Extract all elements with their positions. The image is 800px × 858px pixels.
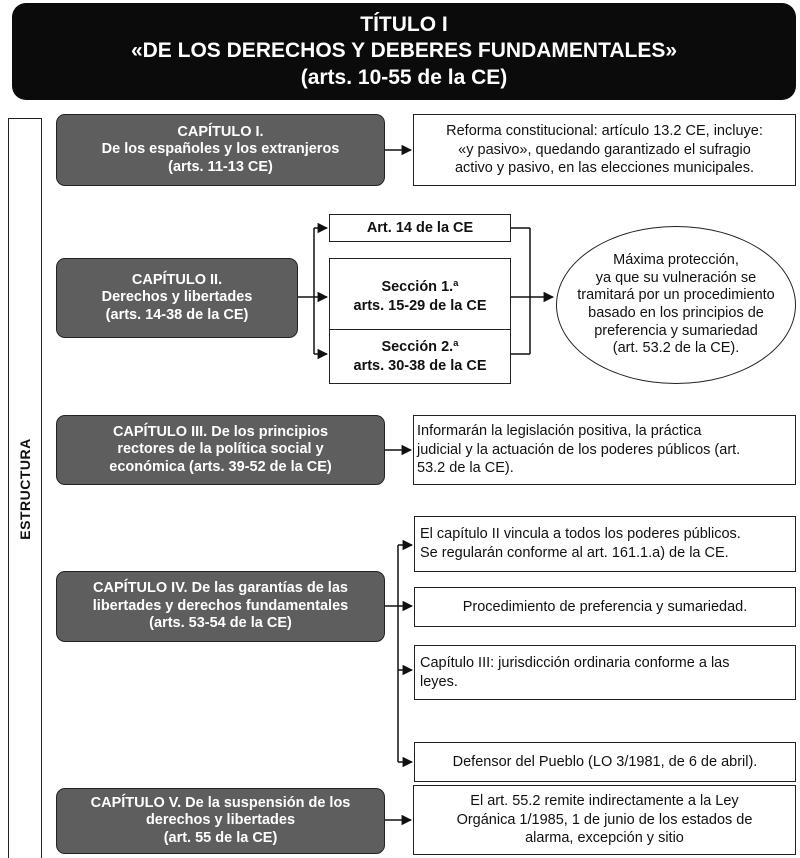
chapter-4-note-d-line-1: Defensor del Pueblo (LO 3/1981, de 6 de abril). — [452, 753, 758, 770]
protection-line-1: Máxima protección, — [613, 251, 739, 268]
title-line-2: «DE LOS DERECHOS Y DEBERES FUNDAMENTALES» — [130, 39, 678, 63]
chapter-5-note-line-3: alarma, excepción y sitio — [525, 830, 684, 847]
chapter-1-note-line-2: «y pasivo», quedando garantizado el sufragio — [458, 141, 751, 158]
section-1-box — [329, 258, 511, 336]
section-1-title: Sección 1.ª — [381, 279, 459, 296]
title-banner — [12, 3, 796, 100]
section-2-articles: arts. 30-38 de la CE — [353, 357, 487, 374]
chapter-5-box — [56, 788, 385, 854]
chapter-2-line-2: Derechos y libertades — [101, 289, 253, 306]
protection-line-5: preferencia y sumariedad — [594, 322, 758, 339]
chapter-1-note — [413, 114, 796, 186]
art-14-text: Art. 14 de la CE — [366, 219, 474, 236]
chapter-5-note-line-1: El art. 55.2 remite indirectamente a la Ley — [470, 792, 739, 809]
protection-line-3: tramitará por un procedimiento — [577, 287, 775, 304]
title-line-1: TÍTULO I — [360, 12, 448, 36]
chapter-4-line-3: (arts. 53-54 de la CE) — [149, 615, 292, 632]
maximum-protection-ellipse — [556, 226, 796, 384]
chapter-2-box — [56, 258, 298, 338]
chapter-4-note-c-line-2: leyes. — [420, 673, 458, 690]
chapter-4-note-b-line-1: Procedimiento de preferencia y sumariedad. — [462, 598, 748, 615]
chapter-4-line-2: libertades y derechos fundamentales — [92, 597, 349, 614]
chapter-5-note-line-2: Orgánica 1/1985, 1 de junio de los estados de — [456, 811, 753, 828]
chapter-4-note-a — [414, 516, 796, 572]
chapter-3-line-3: económica (arts. 39-52 de la CE) — [109, 458, 332, 475]
chapter-3-note-line-1: Informarán la legislación positiva, la práctica — [417, 422, 702, 439]
chapter-1-note-line-1: Reforma constitucional: artículo 13.2 CE, incluye: — [446, 122, 763, 139]
chapter-3-line-2: rectores de la política social y — [117, 441, 324, 458]
chapter-4-note-c-line-1: Capítulo III: jurisdicción ordinaria conforme a las — [420, 654, 730, 671]
section-2-title: Sección 2.ª — [381, 338, 459, 355]
chapter-3-line-1: CAPÍTULO III. De los principios — [112, 423, 329, 440]
chapter-1-line-2: De los españoles y los extranjeros — [101, 141, 340, 158]
chapter-2-line-1: CAPÍTULO II. — [131, 271, 223, 288]
chapter-4-note-c — [414, 645, 796, 700]
chapter-4-note-a-line-2: Se regularán conforme al art. 161.1.a) de la CE. — [420, 545, 729, 561]
chapter-3-note-line-2: judicial y la actuación de los poderes públicos (art. — [417, 441, 741, 458]
chapter-2-line-3: (arts. 14-38 de la CE) — [105, 306, 249, 323]
protection-line-2: ya que su vulneración se — [595, 269, 757, 286]
protection-line-6: (art. 53.2 de la CE). — [612, 340, 740, 357]
chapter-5-line-1: CAPÍTULO V. De la suspensión de los — [90, 794, 351, 811]
protection-line-4: basado en los principios de — [588, 305, 764, 321]
chapter-5-line-2: derechos y libertades — [145, 812, 296, 829]
chapter-1-box — [56, 114, 385, 186]
chapter-4-line-1: CAPÍTULO IV. De las garantías de las — [93, 580, 348, 597]
chapter-1-line-1: CAPÍTULO I. — [177, 123, 264, 140]
section-1-articles: arts. 15-29 de la CE — [353, 298, 487, 314]
chapter-4-note-d — [414, 742, 796, 782]
title-line-3: (arts. 10-55 de la CE) — [300, 65, 508, 89]
chapter-4-note-b — [414, 587, 796, 627]
structure-label-text: ESTRUCTURA — [17, 437, 33, 540]
chapter-4-box — [56, 571, 385, 642]
section-2-box — [329, 329, 511, 384]
chapter-1-note-line-3: activo y pasivo, en las elecciones municipales. — [454, 160, 754, 177]
chapter-3-note — [413, 415, 796, 485]
chapter-5-line-3: (art. 55 de la CE) — [163, 829, 278, 846]
art-14-box — [329, 214, 511, 242]
chapter-4-note-a-line-1: El capítulo II vincula a todos los poderes públicos. — [420, 526, 741, 543]
chapter-3-note-line-3: 53.2 de la CE). — [417, 460, 514, 477]
chapter-5-note — [413, 785, 796, 855]
chapter-1-line-3: (arts. 11-13 CE) — [168, 158, 273, 175]
structure-side-label — [8, 118, 42, 858]
chapter-3-box — [56, 415, 385, 485]
